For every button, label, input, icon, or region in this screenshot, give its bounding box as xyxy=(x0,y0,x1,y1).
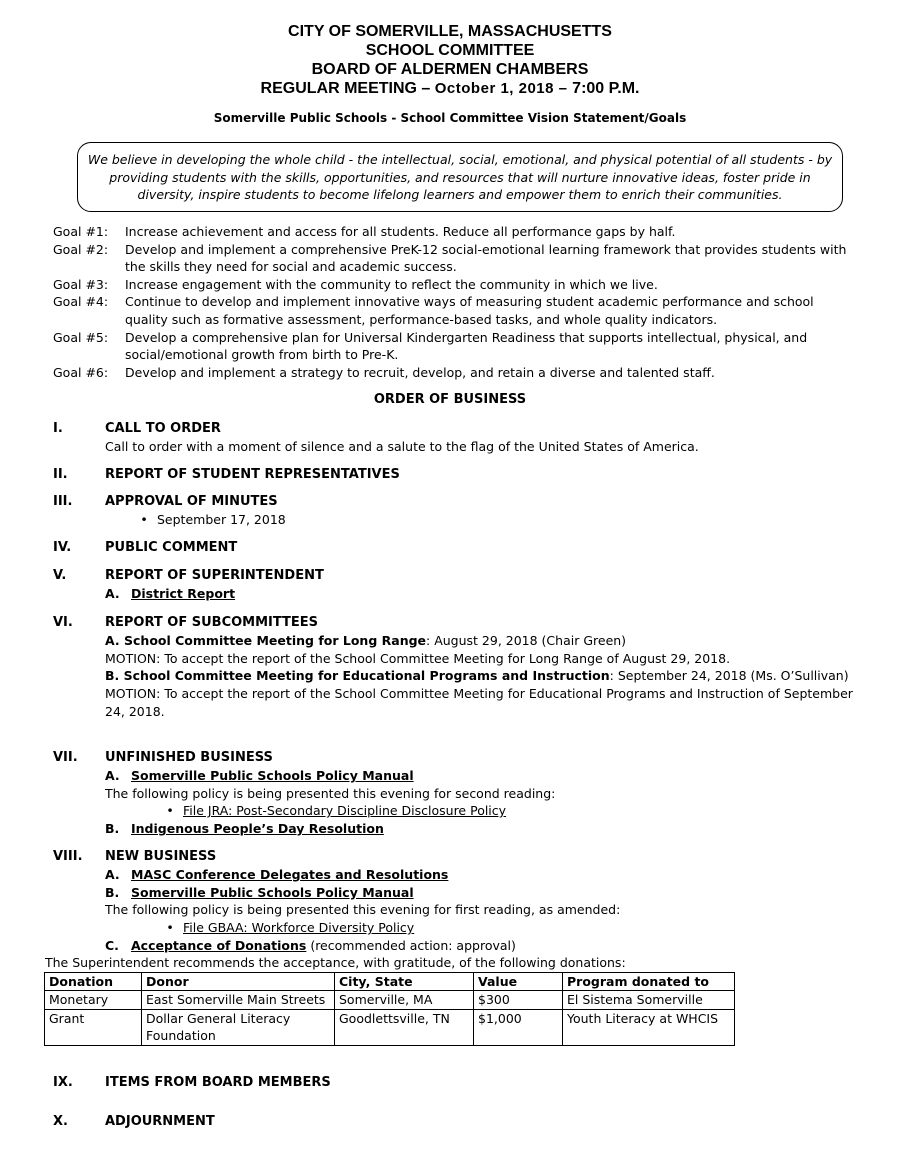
table-cell: $1,000 xyxy=(474,1009,563,1045)
subitem xyxy=(105,866,865,884)
goal-text: Develop and implement a comprehensive PreK-12 social-emotional learning framework that provides students with the skills they need for social and academic success. xyxy=(125,241,847,275)
bullet-icon: • xyxy=(166,920,174,936)
section-number: VII. xyxy=(53,750,78,765)
subitem-letter: B. xyxy=(105,884,120,900)
goal-item xyxy=(53,364,853,382)
section-title: REPORT OF STUDENT REPRESENTATIVES xyxy=(105,467,400,482)
goal-text: Increase achievement and access for all students. Reduce all performance gaps by half. xyxy=(125,224,676,239)
meeting-time: 7:00 P.M. xyxy=(572,80,640,97)
policy-note: The following policy is being presented this evening for first reading, as amended: xyxy=(105,902,621,918)
subcommittee-b-title: B. School Committee Meeting for Educational Programs and Instruction xyxy=(105,668,610,684)
goal-label: Goal #1: xyxy=(53,224,109,239)
section-number: V. xyxy=(53,568,67,583)
motion-b: MOTION: To accept the report of the School Committee Meeting for Educational Programs and Instruction of September 24, 2018. xyxy=(105,686,853,719)
section-title: UNFINISHED BUSINESS xyxy=(105,750,273,765)
subitem xyxy=(105,767,865,785)
subcommittee-b xyxy=(105,667,865,685)
section-number: I. xyxy=(53,421,63,436)
donations-action: (recommended action: approval) xyxy=(306,937,516,953)
policy-note: The following policy is being presented this evening for second reading: xyxy=(105,785,556,801)
list-item xyxy=(105,919,865,937)
indigenous-day-link[interactable]: Indigenous People’s Day Resolution xyxy=(131,821,384,837)
meeting-type: REGULAR MEETING – xyxy=(260,80,435,97)
goal-text: Develop a comprehensive plan for Universal Kindergarten Readiness that supports intellectual, physical, and social/emotional growth from birth to Pre-K. xyxy=(125,329,808,363)
section-number: IV. xyxy=(53,540,72,555)
table-cell: Somerville, MA xyxy=(335,991,474,1009)
section-number: VIII. xyxy=(53,849,83,864)
goal-item xyxy=(53,329,853,364)
column-header: City, State xyxy=(335,973,474,991)
district-report-link[interactable]: District Report xyxy=(131,585,236,601)
bullet-icon: • xyxy=(166,803,174,819)
goals-list xyxy=(53,223,853,381)
goal-text: Develop and implement a strategy to recruit, develop, and retain a diverse and talented staff. xyxy=(125,364,715,380)
table-cell: El Sistema Somerville xyxy=(563,991,735,1009)
donations-link[interactable]: Acceptance of Donations xyxy=(131,937,307,953)
list-item xyxy=(105,511,865,529)
subitem-letter: A. xyxy=(105,767,120,783)
section-title: APPROVAL OF MINUTES xyxy=(105,494,278,509)
subitem xyxy=(105,937,865,955)
donations-intro: The Superintendent recommends the acceptance, with gratitude, of the following donations: xyxy=(45,955,626,970)
table-row xyxy=(45,991,735,1009)
header-committee: SCHOOL COMMITTEE xyxy=(365,42,535,59)
vision-statement: We believe in developing the whole child - the intellectual, social, emotional, and physical potential of all students - by providing students with the skills, opportunities, and resources that will nurture innovative ideas, foster pride in diversity, inspire students to become lifelong learners and empower them to enrich their communities. xyxy=(87,152,833,203)
section-title: ITEMS FROM BOARD MEMBERS xyxy=(105,1075,331,1090)
goal-label: Goal #6: xyxy=(53,364,109,380)
order-of-business-title: ORDER OF BUSINESS xyxy=(373,392,527,407)
header-city: CITY OF SOMERVILLE, MASSACHUSETTS xyxy=(288,23,612,40)
list-item xyxy=(105,802,865,820)
policy-jra-link[interactable]: File JRA: Post-Secondary Discipline Disclosure Policy xyxy=(183,803,507,819)
policy-manual-link[interactable]: Somerville Public Schools Policy Manual xyxy=(131,767,414,783)
subcommittee-a-detail: : August 29, 2018 (Chair Green) xyxy=(426,632,627,648)
header-location: BOARD OF ALDERMEN CHAMBERS xyxy=(311,61,589,78)
subitem xyxy=(105,820,865,838)
section-number: VI. xyxy=(53,615,73,630)
motion-a: MOTION: To accept the report of the School Committee Meeting for Long Range of August 29, 2018. xyxy=(105,650,731,666)
table-cell: Goodlettsville, TN xyxy=(335,1009,474,1045)
subitem-letter: A. xyxy=(105,585,120,601)
table-row xyxy=(45,1009,735,1045)
subcommittee-a xyxy=(105,632,865,650)
table-cell: East Somerville Main Streets xyxy=(142,991,335,1009)
masc-delegates-link[interactable]: MASC Conference Delegates and Resolutions xyxy=(131,866,449,882)
goal-item xyxy=(53,223,853,241)
subitem xyxy=(105,585,865,603)
header-meeting xyxy=(0,79,900,98)
table-cell: Grant xyxy=(45,1009,142,1045)
section-title: NEW BUSINESS xyxy=(105,849,217,864)
section-number: II. xyxy=(53,467,68,482)
section-number: IX. xyxy=(53,1075,73,1090)
table-cell: Monetary xyxy=(45,991,142,1009)
goal-label: Goal #4: xyxy=(53,294,109,310)
vision-statement-box xyxy=(77,142,843,212)
goal-label: Goal #3: xyxy=(53,276,109,292)
policy-gbaa-link[interactable]: File GBAA: Workforce Diversity Policy xyxy=(183,920,415,936)
goal-text: Increase engagement with the community to reflect the community in which we live. xyxy=(125,276,658,292)
goal-label: Goal #2: xyxy=(53,241,109,257)
bullet-icon: • xyxy=(140,511,148,527)
section-number: X. xyxy=(53,1114,68,1129)
subitem-letter: B. xyxy=(105,821,120,837)
goal-item xyxy=(53,276,853,294)
goal-item xyxy=(53,293,853,328)
table-cell: Youth Literacy at WHCIS xyxy=(563,1009,735,1045)
goal-label: Goal #5: xyxy=(53,329,109,345)
column-header: Program donated to xyxy=(563,973,735,991)
vision-title: Somerville Public Schools - School Committee Vision Statement/Goals xyxy=(213,111,687,125)
column-header: Donation xyxy=(45,973,142,991)
table-cell: Dollar General Literacy Foundation xyxy=(142,1009,335,1045)
section-title: CALL TO ORDER xyxy=(105,421,221,436)
policy-manual-link[interactable]: Somerville Public Schools Policy Manual xyxy=(131,884,414,900)
meeting-date: October 1, 2018 – xyxy=(434,80,573,97)
column-header: Value xyxy=(474,973,563,991)
subcommittee-b-detail: : September 24, 2018 (Ms. O’Sullivan) xyxy=(609,668,849,684)
subcommittee-a-title: A. School Committee Meeting for Long Range xyxy=(105,632,427,648)
document-header xyxy=(0,22,900,98)
section-title: ADJOURNMENT xyxy=(105,1114,215,1129)
goal-text: Continue to develop and implement innovative ways of measuring student academic performance and school quality such as formative assessment, performance-based tasks, and whole quality indicators. xyxy=(125,294,814,327)
donations-table xyxy=(44,972,735,1046)
subitem-letter: C. xyxy=(105,937,119,953)
column-header: Donor xyxy=(142,973,335,991)
minutes-date: September 17, 2018 xyxy=(157,511,286,527)
section-title: PUBLIC COMMENT xyxy=(105,540,238,555)
subitem xyxy=(105,884,865,902)
section-text: Call to order with a moment of silence and a salute to the flag of the United States of America. xyxy=(105,438,699,454)
table-header-row xyxy=(45,973,735,991)
table-cell: $300 xyxy=(474,991,563,1009)
section-title: REPORT OF SUBCOMMITTEES xyxy=(105,615,319,630)
subitem-letter: A. xyxy=(105,866,120,882)
section-number: III. xyxy=(53,494,73,509)
goal-item xyxy=(53,241,853,276)
section-title: REPORT OF SUPERINTENDENT xyxy=(105,568,324,583)
